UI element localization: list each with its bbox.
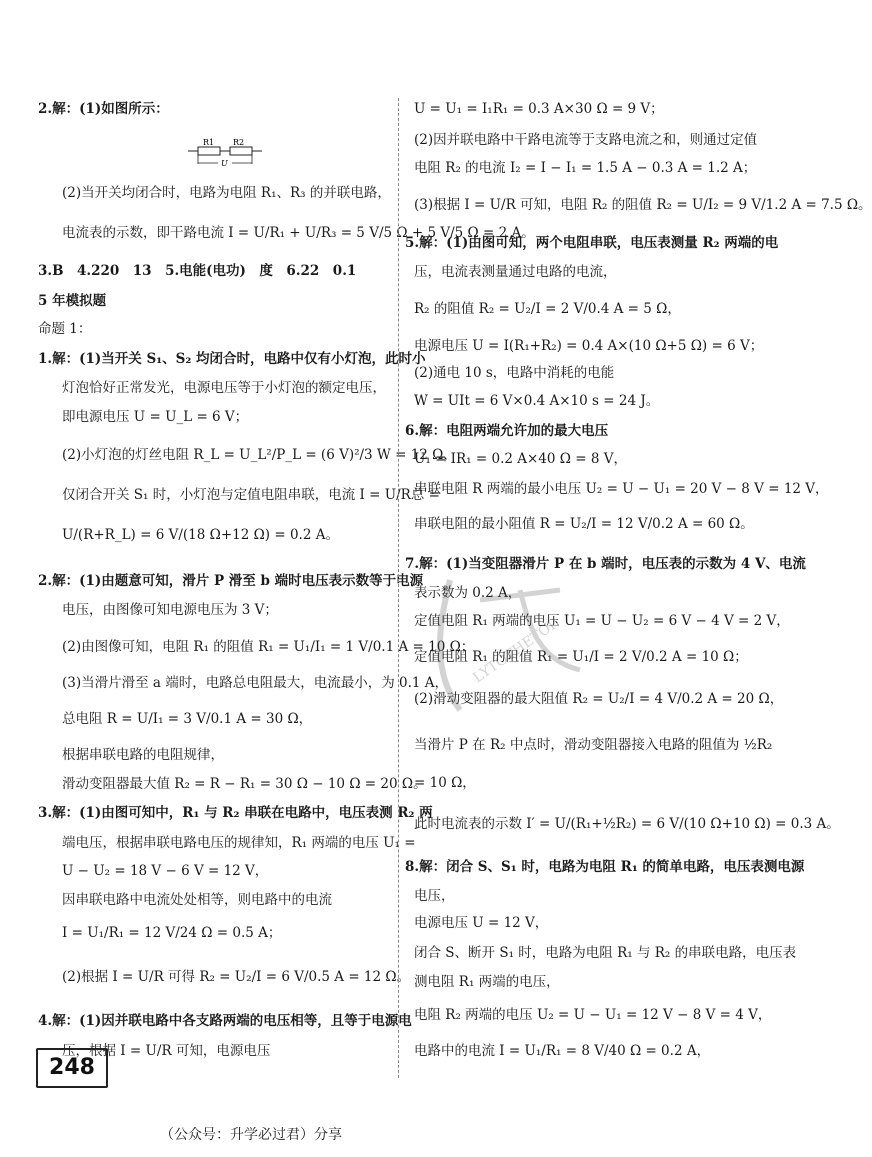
right-line: (3)根据 I = U/R 可知，电阻 R₂ 的阻值 R₂ = U/I₂ = 9 V/1.2 A = 7.5 Ω。 bbox=[414, 197, 872, 213]
left-line: 即电源电压 U = U_L = 6 V； bbox=[62, 409, 249, 425]
left-line: 3.解：(1)由图可知中，R₁ 与 R₂ 串联在电路中，电压表测 R₂ 两 bbox=[38, 805, 433, 821]
left-line: 因串联电路中电流处处相等，则电路中的电流 bbox=[62, 892, 332, 908]
left-line: 滑动变阻器最大值 R₂ = R − R₁ = 30 Ω − 10 Ω = 20 Ω。 bbox=[62, 776, 427, 792]
left-line: 仅闭合开关 S₁ 时，小灯泡与定值电阻串联，电流 I = U/R总 = bbox=[62, 487, 440, 503]
right-line: 串联电阻 R 两端的最小电压 U₂ = U − U₁ = 20 V − 8 V = 12 V， bbox=[414, 481, 829, 497]
footer-note: （公众号：升学必过君）分享 bbox=[160, 1127, 342, 1143]
left-line: (2)当开关均闭合时，电路为电阻 R₁、R₃ 的并联电路， bbox=[62, 185, 391, 201]
right-line: (2)滑动变阻器的最大阻值 R₂ = U₂/I = 4 V/0.2 A = 20 Ω， bbox=[414, 691, 784, 707]
right-line: W = UIt = 6 V×0.4 A×10 s = 24 J。 bbox=[414, 393, 660, 409]
left-line: 电流表的示数，即干路电流 I = U/R₁ + U/R₃ = 5 V/5 Ω + 5 V/5 Ω = 2 A。 bbox=[62, 225, 535, 241]
left-line: 灯泡恰好正常发光，电源电压等于小灯泡的额定电压， bbox=[62, 380, 386, 396]
left-line: I = U₁/R₁ = 12 V/24 Ω = 0.5 A； bbox=[62, 925, 282, 941]
left-line: U − U₂ = 18 V − 6 V = 12 V， bbox=[62, 863, 269, 879]
right-line: 测电阻 R₁ 两端的电压， bbox=[414, 974, 560, 990]
right-line: 7.解：(1)当变阻器滑片 P 在 b 端时，电压表的示数为 4 V、电流 bbox=[405, 556, 806, 572]
right-line: 闭合 S、断开 S₁ 时，电路为电阻 R₁ 与 R₂ 的串联电路，电压表 bbox=[414, 945, 797, 961]
right-line: 电路中的电流 I = U₁/R₁ = 8 V/40 Ω = 0.2 A， bbox=[414, 1043, 711, 1059]
right-line: 当滑片 P 在 R₂ 中点时，滑动变阻器接入电路的阻值为 ½R₂ bbox=[414, 737, 773, 753]
resistor-r1 bbox=[198, 147, 220, 155]
left-line: (2)根据 I = U/R 可得 R₂ = U₂/I = 6 V/0.5 A = 12 Ω。 bbox=[62, 969, 411, 985]
left-line: 2.解：(1)由题意可知，滑片 P 滑至 b 端时电压表示数等于电源 bbox=[38, 573, 424, 589]
right-line: 表示数为 0.2 A， bbox=[414, 585, 522, 601]
watermark-logo bbox=[410, 560, 610, 730]
left-line: 3.B 4.220 13 5.电能(电功) 度 6.22 0.1 bbox=[38, 263, 357, 279]
right-line: 此时电流表的示数 I′ = U/(R₁+½R₂) = 6 V/(10 Ω+10 Ω) = 0.3 A。 bbox=[414, 816, 840, 832]
left-line: 根据串联电路的电阻规律， bbox=[62, 747, 224, 763]
right-line: 定值电阻 R₁ 两端的电压 U₁ = U − U₂ = 6 V − 4 V = 2 V， bbox=[414, 613, 790, 629]
left-line: 总电阻 R = U/I₁ = 3 V/0.1 A = 30 Ω， bbox=[62, 711, 313, 727]
right-line: U₁ = IR₁ = 0.2 A×40 Ω = 8 V， bbox=[414, 451, 627, 467]
right-line: R₂ 的阻值 R₂ = U₂/I = 2 V/0.4 A = 5 Ω， bbox=[414, 301, 681, 317]
right-line: 8.解：闭合 S、S₁ 时，电路为电阻 R₁ 的简单电路，电压表测电源 bbox=[405, 859, 805, 875]
right-line: 电阻 R₂ 两端的电压 U₂ = U − U₁ = 12 V − 8 V = 4 V， bbox=[414, 1007, 772, 1023]
right-line: 电阻 R₂ 的电流 I₂ = I − I₁ = 1.5 A − 0.3 A = 1.2 A； bbox=[414, 160, 757, 176]
series-circuit-diagram bbox=[186, 136, 266, 170]
left-line: (2)小灯泡的灯丝电阻 R_L = U_L²/P_L = (6 V)²/3 W = 12 Ω， bbox=[62, 447, 457, 463]
right-line: 定值电阻 R₁ 的阻值 R₁ = U₁/I = 2 V/0.2 A = 10 Ω； bbox=[414, 649, 748, 665]
left-line: 命题 1： bbox=[38, 321, 92, 337]
right-line: (2)因并联电路中干路电流等于支路电流之和，则通过定值 bbox=[414, 132, 758, 148]
resistor-r2 bbox=[230, 147, 252, 155]
left-line: 1.解：(1)当开关 S₁、S₂ 均闭合时，电路中仅有小灯泡，此时小 bbox=[38, 351, 426, 367]
right-line: 电源电压 U = I(R₁+R₂) = 0.4 A×(10 Ω+5 Ω) = 6 V； bbox=[414, 338, 764, 354]
left-line: 电压，由图像可知电源电压为 3 V； bbox=[62, 602, 278, 618]
left-line: 2.解：(1)如图所示： bbox=[38, 101, 169, 117]
right-line: 电源电压 U = 12 V， bbox=[414, 915, 549, 931]
watermark-text: LYTOTHETOP bbox=[470, 615, 562, 687]
left-line: (3)当滑片滑至 a 端时，电路总电阻最大，电流最小，为 0.1 A， bbox=[62, 675, 449, 691]
page-number: 248 bbox=[36, 1048, 108, 1088]
column-divider bbox=[398, 98, 399, 1078]
right-line: 5.解：(1)由图可知，两个电阻串联，电压表测量 R₂ 两端的电 bbox=[405, 235, 779, 251]
r1-label: R1 bbox=[203, 138, 215, 147]
left-line: (2)由图像可知，电阻 R₁ 的阻值 R₁ = U₁/I₁ = 1 V/0.1 A = 10 Ω； bbox=[62, 639, 475, 655]
section-heading: 5 年模拟题 bbox=[38, 293, 107, 309]
right-line: 压，电流表测量通过电路的电流， bbox=[414, 264, 617, 280]
right-line: 串联电阻的最小阻值 R = U₂/I = 12 V/0.2 A = 60 Ω。 bbox=[414, 516, 754, 532]
left-line: 端电压，根据串联电路电压的规律知，R₁ 两端的电压 U₁ = bbox=[62, 835, 416, 851]
left-line: 4.解：(1)因并联电路中各支路两端的电压相等，且等于电源电 bbox=[38, 1013, 412, 1029]
right-line: 电压， bbox=[414, 888, 455, 904]
left-line: U/(R+R_L) = 6 V/(18 Ω+12 Ω) = 0.2 A。 bbox=[62, 527, 339, 543]
u-label: U bbox=[221, 159, 228, 168]
r2-label: R2 bbox=[233, 138, 245, 147]
left-line: 压，根据 I = U/R 可知，电源电压 bbox=[62, 1043, 271, 1059]
right-line: (2)通电 10 s，电路中消耗的电能 bbox=[414, 365, 615, 381]
right-line: U = U₁ = I₁R₁ = 0.3 A×30 Ω = 9 V； bbox=[414, 101, 664, 117]
right-line: = 10 Ω， bbox=[414, 775, 476, 791]
right-line: 6.解：电阻两端允许加的最大电压 bbox=[405, 423, 609, 439]
